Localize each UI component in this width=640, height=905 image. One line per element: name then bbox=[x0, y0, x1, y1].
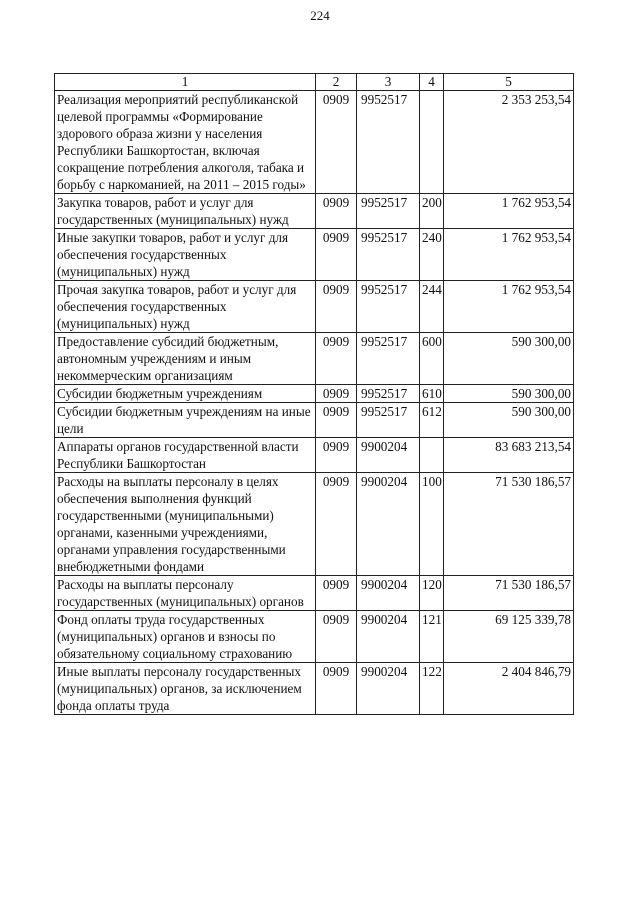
target-code-cell: 9900204 bbox=[357, 473, 420, 576]
table-row bbox=[55, 229, 574, 281]
table-row bbox=[55, 576, 574, 611]
row-name-cell: Закупка товаров, работ и услуг для государственных (муниципальных) нужд bbox=[55, 194, 316, 229]
target-code-cell: 9952517 bbox=[357, 385, 420, 403]
amount-cell: 71 530 186,57 bbox=[444, 576, 574, 611]
row-name-cell: Предоставление субсидий бюджетным, автономным учреждениям и иным некоммерческим организациям bbox=[55, 333, 316, 385]
column-header: 5 bbox=[444, 74, 574, 91]
amount-cell: 1 762 953,54 bbox=[444, 281, 574, 333]
column-header: 2 bbox=[316, 74, 357, 91]
expense-type-cell: 121 bbox=[420, 611, 444, 663]
amount-cell: 1 762 953,54 bbox=[444, 229, 574, 281]
target-code-cell: 9952517 bbox=[357, 333, 420, 385]
amount-cell: 590 300,00 bbox=[444, 385, 574, 403]
amount-cell: 590 300,00 bbox=[444, 333, 574, 385]
row-name-cell: Субсидии бюджетным учреждениям на иные цели bbox=[55, 403, 316, 438]
amount-cell: 71 530 186,57 bbox=[444, 473, 574, 576]
section-code-cell: 0909 bbox=[316, 403, 357, 438]
expense-type-cell: 600 bbox=[420, 333, 444, 385]
amount-cell: 2 404 846,79 bbox=[444, 663, 574, 715]
row-name-cell: Аппараты органов государственной власти Республики Башкортостан bbox=[55, 438, 316, 473]
table-row bbox=[55, 403, 574, 438]
row-name-cell: Иные закупки товаров, работ и услуг для обеспечения государственных (муниципальных) нужд bbox=[55, 229, 316, 281]
expense-type-cell: 240 bbox=[420, 229, 444, 281]
expense-type-cell: 122 bbox=[420, 663, 444, 715]
target-code-cell: 9952517 bbox=[357, 281, 420, 333]
target-code-cell: 9900204 bbox=[357, 663, 420, 715]
section-code-cell: 0909 bbox=[316, 281, 357, 333]
amount-cell: 69 125 339,78 bbox=[444, 611, 574, 663]
section-code-cell: 0909 bbox=[316, 194, 357, 229]
amount-cell: 2 353 253,54 bbox=[444, 91, 574, 194]
section-code-cell: 0909 bbox=[316, 385, 357, 403]
row-name-cell: Расходы на выплаты персоналу государственных (муниципальных) органов bbox=[55, 576, 316, 611]
amount-cell: 83 683 213,54 bbox=[444, 438, 574, 473]
target-code-cell: 9952517 bbox=[357, 403, 420, 438]
expense-type-cell: 612 bbox=[420, 403, 444, 438]
target-code-cell: 9952517 bbox=[357, 194, 420, 229]
table-row bbox=[55, 438, 574, 473]
section-code-cell: 0909 bbox=[316, 333, 357, 385]
expense-type-cell: 244 bbox=[420, 281, 444, 333]
row-name-cell: Реализация мероприятий республиканской целевой программы «Формирование здорового образа жизни у населения Республики Башкортостан, включая сокращение потребления алкоголя, табака и борьбу с наркоманией, на 2011 – 2015 годы» bbox=[55, 91, 316, 194]
table-row bbox=[55, 194, 574, 229]
table-row bbox=[55, 473, 574, 576]
column-header: 1 bbox=[55, 74, 316, 91]
row-name-cell: Прочая закупка товаров, работ и услуг для обеспечения государственных (муниципальных) нужд bbox=[55, 281, 316, 333]
expense-type-cell bbox=[420, 91, 444, 194]
section-code-cell: 0909 bbox=[316, 611, 357, 663]
budget-table bbox=[54, 73, 574, 715]
target-code-cell: 9900204 bbox=[357, 611, 420, 663]
table-row bbox=[55, 663, 574, 715]
table-row bbox=[55, 333, 574, 385]
table-row bbox=[55, 281, 574, 333]
amount-cell: 1 762 953,54 bbox=[444, 194, 574, 229]
table-row bbox=[55, 611, 574, 663]
target-code-cell: 9900204 bbox=[357, 576, 420, 611]
target-code-cell: 9900204 bbox=[357, 438, 420, 473]
expense-type-cell: 100 bbox=[420, 473, 444, 576]
section-code-cell: 0909 bbox=[316, 473, 357, 576]
row-name-cell: Иные выплаты персоналу государственных (муниципальных) органов, за исключением фонда оплаты труда bbox=[55, 663, 316, 715]
table-row bbox=[55, 91, 574, 194]
page-number: 224 bbox=[310, 8, 330, 23]
row-name-cell: Фонд оплаты труда государственных (муниципальных) органов и взносы по обязательному социальному страхованию bbox=[55, 611, 316, 663]
column-header: 3 bbox=[357, 74, 420, 91]
row-name-cell: Расходы на выплаты персоналу в целях обеспечения выполнения функций государственными (муниципальными) органами, казенными учреждениями, органами управления государственными внебюджетными фондами bbox=[55, 473, 316, 576]
row-name-cell: Субсидии бюджетным учреждениям bbox=[55, 385, 316, 403]
expense-type-cell: 200 bbox=[420, 194, 444, 229]
target-code-cell: 9952517 bbox=[357, 91, 420, 194]
section-code-cell: 0909 bbox=[316, 91, 357, 194]
table-header-row bbox=[55, 74, 574, 91]
column-header: 4 bbox=[420, 74, 444, 91]
amount-cell: 590 300,00 bbox=[444, 403, 574, 438]
expense-type-cell: 610 bbox=[420, 385, 444, 403]
section-code-cell: 0909 bbox=[316, 229, 357, 281]
expense-type-cell: 120 bbox=[420, 576, 444, 611]
section-code-cell: 0909 bbox=[316, 576, 357, 611]
section-code-cell: 0909 bbox=[316, 438, 357, 473]
section-code-cell: 0909 bbox=[316, 663, 357, 715]
expense-type-cell bbox=[420, 438, 444, 473]
table-row bbox=[55, 385, 574, 403]
target-code-cell: 9952517 bbox=[357, 229, 420, 281]
